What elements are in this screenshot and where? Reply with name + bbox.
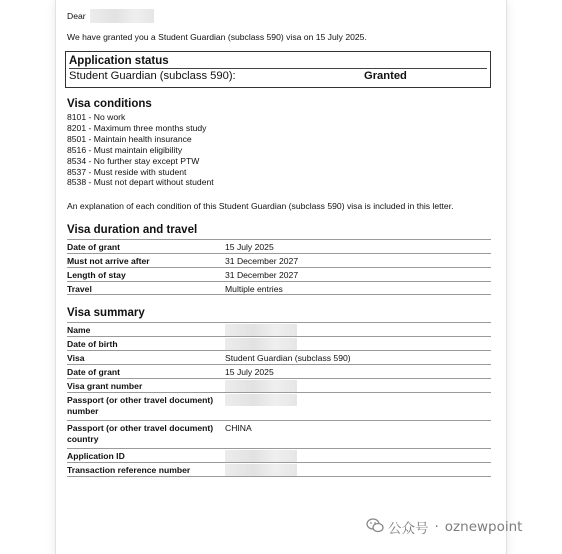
row-label: Transaction reference number	[67, 465, 191, 476]
row-label: Visa	[67, 353, 85, 364]
table-row	[67, 350, 491, 364]
intro-text: We have granted you a Student Guardian (subclass 590) visa on 15 July 2025.	[67, 32, 367, 42]
redacted-value	[225, 338, 297, 350]
visa-duration-table	[67, 239, 491, 296]
application-status-label: Student Guardian (subclass 590):	[69, 70, 236, 82]
row-label: Date of birth	[67, 339, 118, 350]
visa-duration-section	[67, 224, 495, 296]
letter-content	[67, 8, 495, 477]
visa-duration-heading: Visa duration and travel	[67, 223, 198, 236]
row-label: Passport (or other travel document) number	[67, 395, 214, 416]
table-row	[67, 462, 491, 477]
row-value: 15 July 2025	[225, 241, 274, 252]
row-value: Student Guardian (subclass 590)	[225, 353, 351, 364]
table-row	[67, 322, 491, 336]
row-label: Date of grant	[67, 241, 120, 252]
row-value: CHINA	[225, 423, 252, 434]
table-row	[67, 448, 491, 462]
visa-conditions-section	[67, 98, 495, 212]
redacted-value	[225, 394, 297, 406]
table-row	[67, 239, 491, 253]
row-value: 31 December 2027	[225, 269, 299, 280]
salutation: Dear	[67, 10, 86, 21]
watermark	[366, 517, 522, 537]
condition-item: 8201 - Maximum three months study	[67, 122, 207, 133]
condition-item: 8534 - No further stay except PTW	[67, 155, 200, 166]
application-status-row	[69, 68, 487, 84]
salutation-line	[67, 8, 495, 24]
visa-summary-table	[67, 322, 491, 477]
row-label: Application ID	[67, 451, 125, 462]
row-label: Date of grant	[67, 367, 120, 378]
condition-item: 8101 - No work	[67, 112, 126, 122]
visa-summary-heading: Visa summary	[67, 307, 145, 320]
table-row	[67, 364, 491, 378]
visa-conditions-heading: Visa conditions	[67, 98, 152, 110]
row-label: Visa grant number	[67, 381, 143, 392]
row-label: Length of stay	[67, 269, 126, 280]
letter-page	[56, 0, 506, 554]
table-row	[67, 253, 491, 267]
redacted-value	[225, 464, 297, 476]
redacted-value	[225, 450, 297, 462]
condition-item: 8516 - Must maintain eligibility	[67, 144, 183, 155]
redacted-name	[90, 9, 154, 23]
row-value: 31 December 2027	[225, 255, 299, 266]
row-label: Must not arrive after	[67, 255, 150, 266]
table-row	[67, 378, 491, 392]
watermark-separator: ·	[434, 519, 439, 535]
row-label: Name	[67, 325, 91, 336]
condition-item: 8501 - Maintain health insurance	[67, 133, 192, 144]
redacted-value	[225, 380, 297, 392]
redacted-value	[225, 324, 297, 336]
application-status-box	[65, 51, 491, 88]
application-status-heading: Application status	[69, 55, 169, 67]
row-label: Passport (or other travel document) country	[67, 423, 214, 444]
visa-conditions-list	[67, 112, 495, 188]
visa-summary-section	[67, 307, 495, 477]
watermark-label: 公众号	[388, 521, 429, 537]
table-row	[67, 267, 491, 281]
wechat-icon	[366, 518, 384, 537]
table-row	[67, 336, 491, 350]
conditions-explanation: An explanation of each condition of this Student Guardian (subclass 590) visa is included in this letter.	[67, 201, 454, 212]
table-row	[67, 420, 491, 448]
condition-item: 8537 - Must reside with student	[67, 166, 187, 177]
watermark-account: oznewpoint	[444, 519, 523, 535]
row-value: 15 July 2025	[225, 367, 274, 378]
row-label: Travel	[67, 283, 92, 294]
table-row	[67, 281, 491, 296]
condition-item: 8538 - Must not depart without student	[67, 177, 214, 188]
row-value: Multiple entries	[225, 283, 283, 294]
table-row	[67, 392, 491, 420]
application-status-value: Granted	[364, 70, 407, 82]
